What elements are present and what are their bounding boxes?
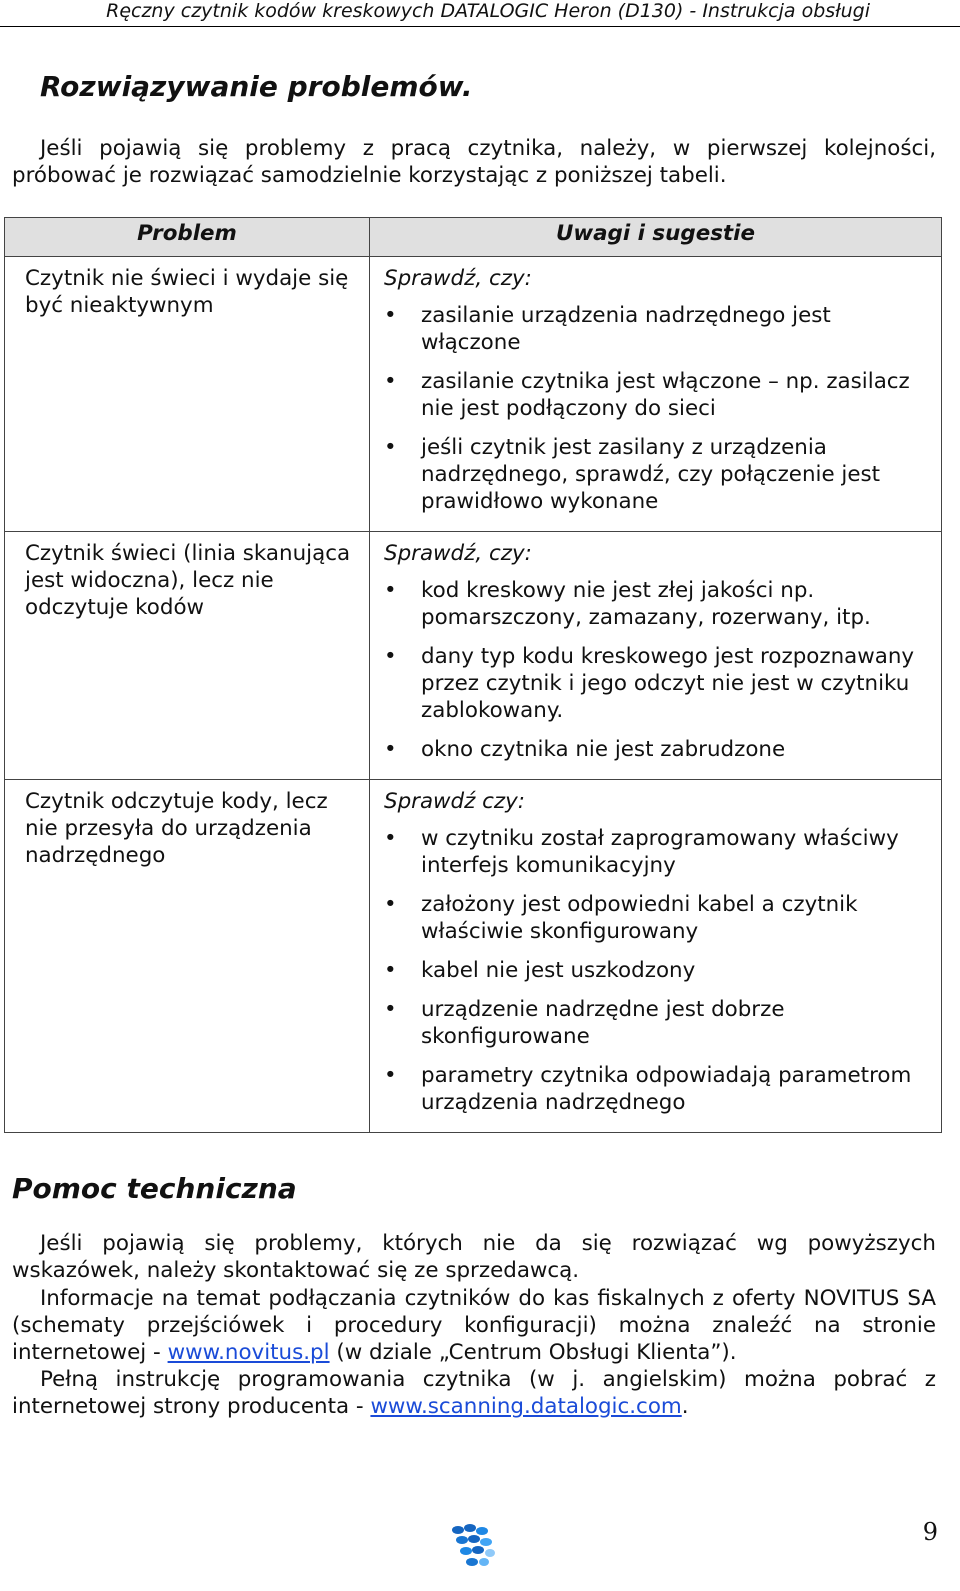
support-text-1: Jeśli pojawią się problemy, których nie da się rozwiązać wg powyższych wskazówek, należy skontaktować się ze sprzedawcą.: [12, 1231, 936, 1283]
table-header-row: [5, 218, 942, 257]
table-row: [5, 780, 942, 1133]
header-title: Ręczny czytnik kodów kreskowych DATALOGIC Heron (D130) - Instrukcja obsługi: [106, 0, 870, 22]
suggestions-cell: [370, 257, 942, 532]
list-item: • parametry czytnika odpowiadają parametrom urządzenia nadrzędnego: [384, 1062, 933, 1116]
page-header: [0, 0, 960, 27]
problem-cell: Czytnik świeci (linia skanująca jest widoczna), lecz nie odczytuje kodów: [5, 532, 370, 780]
support-text-2: Informacje na temat podłączania czytników do kas fiskalnych z oferty NOVITUS SA (schematy przejściówek i procedury konfiguracji) można znaleźć na stronie internetowej -: [12, 1286, 936, 1365]
table-row: [5, 532, 942, 780]
list-item: • zasilanie czytnika jest włączone – np. zasilacz nie jest podłączony do sieci: [384, 368, 933, 422]
list-item: • kod kreskowy nie jest złej jakości np. pomarszczony, zamazany, rozerwany, itp.: [384, 577, 933, 631]
intro-text: Jeśli pojawią się problemy z pracą czytnika, należy, w pierwszej kolejności, próbować je rozwiązać samodzielnie korzystając z poniższej tabeli.: [12, 136, 936, 188]
support-paragraph-3: [12, 1366, 936, 1420]
suggestion-list: [384, 577, 933, 763]
support-paragraph-2: [12, 1285, 936, 1366]
header-problem: Problem: [5, 218, 370, 257]
logo-icon: [448, 1520, 498, 1570]
troubleshooting-table: [4, 217, 942, 1133]
section-title-support: Pomoc techniczna: [12, 1172, 297, 1205]
list-item: • jeśli czytnik jest zasilany z urządzenia nadrzędnego, sprawdź, czy połączenie jest prawidłowo wykonane: [384, 434, 933, 515]
suggestion-list: [384, 825, 933, 1116]
check-label: Sprawdź, czy:: [384, 266, 532, 291]
list-item: • dany typ kodu kreskowego jest rozpoznawany przez czytnik i jego odczyt nie jest w czytniku zablokowany.: [384, 643, 933, 724]
check-label: Sprawdź, czy:: [384, 541, 532, 566]
suggestions-cell: [370, 532, 942, 780]
support-text-3: Pełną instrukcję programowania czytnika (w j. angielskim) można pobrać z internetowej strony producenta -: [12, 1367, 936, 1419]
list-item: • zasilanie urządzenia nadrzędnego jest włączone: [384, 302, 933, 356]
header-suggestions: Uwagi i sugestie: [370, 218, 942, 257]
table-row: [5, 257, 942, 532]
intro-paragraph: [12, 135, 936, 189]
problem-cell: Czytnik odczytuje kody, lecz nie przesyła do urządzenia nadrzędnego: [5, 780, 370, 1133]
list-item: • urządzenie nadrzędne jest dobrze skonfigurowane: [384, 996, 933, 1050]
suggestion-list: [384, 302, 933, 515]
support-paragraph-1: [12, 1230, 936, 1284]
section-title-troubleshooting: Rozwiązywanie problemów.: [40, 70, 473, 103]
suggestions-cell: [370, 780, 942, 1133]
support-text-3-end: .: [681, 1394, 689, 1419]
datalogic-link[interactable]: www.scanning.datalogic.com: [370, 1394, 682, 1419]
support-text-2-end: (w dziale „Centrum Obsługi Klienta”).: [329, 1340, 737, 1365]
page-number: 9: [922, 1518, 938, 1546]
list-item: • okno czytnika nie jest zabrudzone: [384, 736, 933, 763]
check-label: Sprawdź czy:: [384, 789, 526, 814]
list-item: • założony jest odpowiedni kabel a czytnik właściwie skonfigurowany: [384, 891, 933, 945]
problem-cell: Czytnik nie świeci i wydaje się być nieaktywnym: [5, 257, 370, 532]
list-item: • w czytniku został zaprogramowany właściwy interfejs komunikacyjny: [384, 825, 933, 879]
list-item: • kabel nie jest uszkodzony: [384, 957, 933, 984]
novitus-link[interactable]: www.novitus.pl: [167, 1340, 330, 1365]
